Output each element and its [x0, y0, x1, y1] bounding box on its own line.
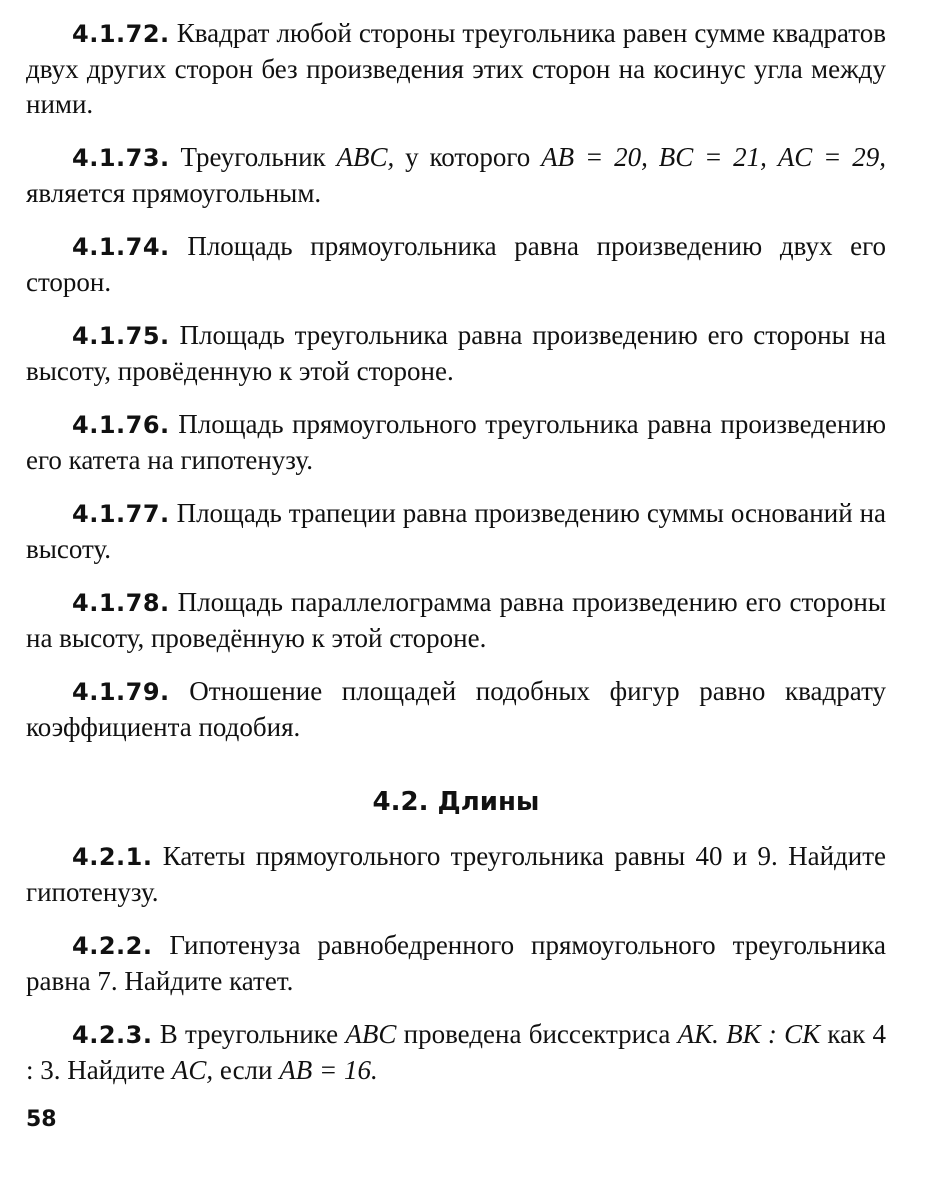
math-expression: AC = 29, [777, 142, 887, 172]
problem-text: Катеты прямоугольного треугольника равны 40 и 9. Найдите гипотенузу. [26, 841, 886, 907]
problem-number: 4.1.75. [72, 322, 170, 350]
problem-number: 4.2.3. [72, 1021, 153, 1049]
problem-number: 4.1.77. [72, 500, 170, 528]
math-expression: AC, [171, 1055, 214, 1085]
problem-text: если [219, 1055, 273, 1085]
problem-text: Площадь прямоугольника равна произведению двух его сторон. [26, 231, 886, 297]
problem-text: В треугольнике [159, 1019, 339, 1049]
problem-4-1-76 [26, 407, 886, 478]
problem-text: проведена биссектриса [403, 1019, 671, 1049]
problem-number: 4.1.72. [72, 20, 170, 48]
math-expression: BC = 21, [658, 142, 767, 172]
problem-text: Площадь трапеции равна произведению суммы оснований на высоту. [26, 498, 887, 564]
problem-text: у которого [405, 142, 531, 172]
math-expression: AK. BK : CK [677, 1019, 821, 1049]
math-expression: ABC [345, 1019, 397, 1049]
problem-number: 4.1.73. [72, 144, 170, 172]
problem-text: Гипотенуза равнобедренного прямоугольного треугольника равна 7. Найдите катет. [26, 930, 886, 996]
problem-number: 4.1.78. [72, 589, 170, 617]
problem-text: Площадь параллелограмма равна произведению его стороны на высоту, проведённую к этой стороне. [26, 587, 886, 653]
problem-text: Площадь прямоугольного треугольника равна произведению его катета на гипотенузу. [26, 409, 887, 475]
problem-4-1-79 [26, 674, 886, 745]
math-expression: ABC, [336, 142, 395, 172]
math-expression: AB = 16. [279, 1055, 378, 1085]
problem-4-1-73 [26, 140, 886, 211]
page-number: 58 [26, 1107, 57, 1132]
problem-number: 4.1.76. [72, 411, 170, 439]
problem-number: 4.1.79. [72, 678, 170, 706]
problem-4-2-1 [26, 839, 886, 910]
problem-number: 4.2.2. [72, 932, 153, 960]
problem-4-2-2 [26, 928, 886, 999]
math-expression: AB = 20, [541, 142, 648, 172]
problem-text: Площадь треугольника равна произведению его стороны на высоту, провёденную к этой стороне. [26, 320, 886, 386]
problem-4-1-74 [26, 229, 886, 300]
problem-4-1-78 [26, 585, 886, 656]
problem-4-1-75 [26, 318, 886, 389]
problem-4-1-72 [26, 16, 886, 122]
problem-text: является прямоугольным. [26, 178, 322, 208]
section-heading: 4.2. Длины [372, 787, 540, 817]
problem-number: 4.2.1. [72, 843, 153, 871]
problem-text: Треугольник [180, 142, 326, 172]
problem-4-1-77 [26, 496, 886, 567]
problem-text: Отношение площадей подобных фигур равно квадрату коэффициента подобия. [26, 676, 887, 742]
page-content [26, 16, 886, 1106]
problem-text: Квадрат любой стороны треугольника равен сумме квадратов двух других сторон без произведения этих сторон на косинус угла между ними. [26, 18, 886, 119]
problem-4-2-3 [26, 1017, 886, 1088]
problem-number: 4.1.74. [72, 233, 170, 261]
problem-text: как 4 : 3. Найдите [26, 1019, 886, 1085]
